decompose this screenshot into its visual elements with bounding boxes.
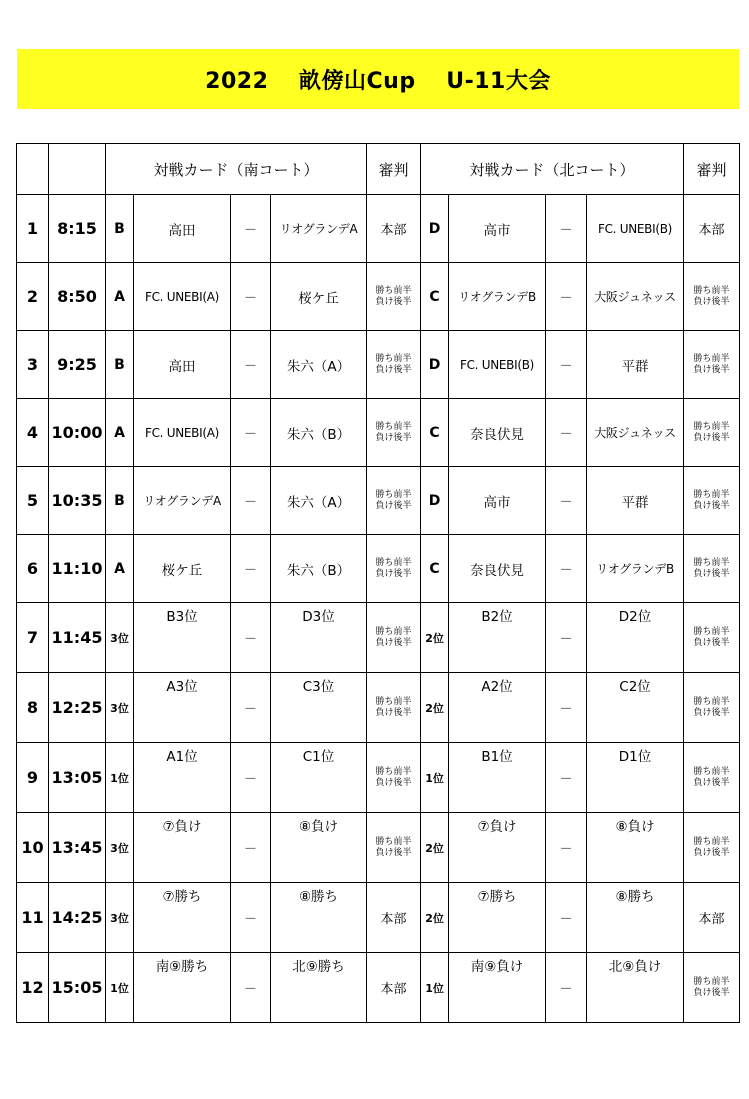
n-team-1: FC. UNEBI(B) (449, 331, 546, 399)
n-group: 1位 (421, 743, 449, 813)
referee-line-2: 負け後半 (375, 432, 412, 443)
table-row (17, 953, 740, 1023)
s-team-2: 北⑨勝ち (271, 953, 367, 1023)
s-team-1: リオグランデA (134, 467, 231, 535)
n-versus-dash: － (546, 813, 587, 883)
s-group: 1位 (106, 743, 134, 813)
s-group: A (106, 535, 134, 603)
referee-line-2: 負け後半 (693, 296, 730, 307)
s-versus-dash: － (231, 467, 271, 535)
s-referee: 本部 (367, 883, 421, 953)
s-versus-dash: － (231, 673, 271, 743)
s-team-1: ⑦勝ち (134, 883, 231, 953)
referee-line-1: 勝ち前半 (375, 626, 412, 637)
s-referee (367, 673, 421, 743)
s-team-2: C1位 (271, 743, 367, 813)
s-group: 3位 (106, 813, 134, 883)
n-group: D (421, 195, 449, 263)
n-versus-dash: － (546, 331, 587, 399)
s-team-2: C3位 (271, 673, 367, 743)
header-north-court: 対戦カード（北コート） (421, 144, 684, 195)
n-team-1: B2位 (449, 603, 546, 673)
n-group: C (421, 399, 449, 467)
table-row (17, 331, 740, 399)
n-referee (684, 399, 740, 467)
title-banner (17, 49, 739, 109)
s-group: A (106, 263, 134, 331)
referee-line-1: 勝ち前半 (693, 836, 730, 847)
referee-line-2: 負け後半 (375, 777, 412, 788)
n-referee (684, 813, 740, 883)
s-versus-dash: － (231, 813, 271, 883)
n-group: C (421, 535, 449, 603)
n-versus-dash: － (546, 535, 587, 603)
s-referee: 本部 (367, 195, 421, 263)
n-team-2: FC. UNEBI(B) (587, 195, 684, 263)
s-team-2: 桜ケ丘 (271, 263, 367, 331)
match-number: 5 (17, 467, 49, 535)
n-versus-dash: － (546, 195, 587, 263)
referee-line-2: 負け後半 (693, 777, 730, 788)
n-versus-dash: － (546, 743, 587, 813)
n-referee (684, 673, 740, 743)
n-team-2: D1位 (587, 743, 684, 813)
s-referee (367, 535, 421, 603)
referee-line-1: 勝ち前半 (693, 626, 730, 637)
referee-line-2: 負け後半 (693, 707, 730, 718)
n-group: D (421, 467, 449, 535)
referee-line-2: 負け後半 (693, 987, 730, 998)
n-referee (684, 743, 740, 813)
referee-line-1: 勝ち前半 (693, 557, 730, 568)
match-time: 10:35 (49, 467, 106, 535)
referee-line-2: 負け後半 (375, 637, 412, 648)
referee-line-1: 勝ち前半 (693, 976, 730, 987)
referee-line-1: 勝ち前半 (693, 421, 730, 432)
referee-line-2: 負け後半 (375, 707, 412, 718)
n-team-1: 南⑨負け (449, 953, 546, 1023)
n-team-1: 高市 (449, 195, 546, 263)
s-team-1: 高田 (134, 331, 231, 399)
s-referee (367, 603, 421, 673)
match-time: 12:25 (49, 673, 106, 743)
referee-line-1: 勝ち前半 (375, 489, 412, 500)
match-time: 13:45 (49, 813, 106, 883)
s-group: B (106, 195, 134, 263)
table-row (17, 813, 740, 883)
match-number: 8 (17, 673, 49, 743)
match-time: 9:25 (49, 331, 106, 399)
match-number: 10 (17, 813, 49, 883)
referee-line-2: 負け後半 (375, 296, 412, 307)
s-team-2: ⑧負け (271, 813, 367, 883)
n-versus-dash: － (546, 399, 587, 467)
s-team-1: ⑦負け (134, 813, 231, 883)
n-referee (684, 953, 740, 1023)
n-group: D (421, 331, 449, 399)
table-row (17, 603, 740, 673)
n-versus-dash: － (546, 603, 587, 673)
n-team-2: C2位 (587, 673, 684, 743)
s-referee (367, 263, 421, 331)
table-row (17, 263, 740, 331)
header-row (17, 144, 740, 195)
referee-line-1: 勝ち前半 (375, 421, 412, 432)
s-team-2: D3位 (271, 603, 367, 673)
s-versus-dash: － (231, 331, 271, 399)
s-group: B (106, 331, 134, 399)
s-team-2: リオグランデA (271, 195, 367, 263)
s-group: B (106, 467, 134, 535)
referee-line-2: 負け後半 (693, 568, 730, 579)
s-team-2: 朱六（A） (271, 331, 367, 399)
match-number: 6 (17, 535, 49, 603)
s-versus-dash: － (231, 535, 271, 603)
referee-line-2: 負け後半 (375, 847, 412, 858)
page-title: 2022 畝傍山Cup U-11大会 (205, 68, 551, 94)
table-row (17, 195, 740, 263)
n-team-2: ⑧勝ち (587, 883, 684, 953)
s-referee (367, 399, 421, 467)
match-number: 1 (17, 195, 49, 263)
referee-line-1: 勝ち前半 (693, 766, 730, 777)
n-referee (684, 603, 740, 673)
match-time: 11:10 (49, 535, 106, 603)
s-team-1: 桜ケ丘 (134, 535, 231, 603)
header-south-court: 対戦カード（南コート） (106, 144, 367, 195)
header-referee-south: 審判 (367, 144, 421, 195)
table-row (17, 883, 740, 953)
referee-line-2: 負け後半 (693, 500, 730, 511)
n-versus-dash: － (546, 953, 587, 1023)
s-team-1: 南⑨勝ち (134, 953, 231, 1023)
n-team-2: 北⑨負け (587, 953, 684, 1023)
s-referee (367, 467, 421, 535)
n-referee (684, 263, 740, 331)
header-blank-time (49, 144, 106, 195)
n-team-2: 大阪ジュネッス (587, 263, 684, 331)
n-referee: 本部 (684, 195, 740, 263)
match-number: 7 (17, 603, 49, 673)
table-row (17, 743, 740, 813)
s-group: 1位 (106, 953, 134, 1023)
s-team-1: A1位 (134, 743, 231, 813)
n-versus-dash: － (546, 673, 587, 743)
referee-line-2: 負け後半 (375, 364, 412, 375)
s-team-1: FC. UNEBI(A) (134, 263, 231, 331)
match-number: 4 (17, 399, 49, 467)
n-group: 2位 (421, 813, 449, 883)
s-referee (367, 331, 421, 399)
s-group: 3位 (106, 673, 134, 743)
referee-line-1: 勝ち前半 (375, 696, 412, 707)
s-team-2: 朱六（A） (271, 467, 367, 535)
match-time: 8:50 (49, 263, 106, 331)
n-versus-dash: － (546, 467, 587, 535)
s-versus-dash: － (231, 195, 271, 263)
n-team-2: 平群 (587, 467, 684, 535)
s-referee (367, 743, 421, 813)
referee-line-1: 勝ち前半 (375, 557, 412, 568)
n-team-1: ⑦負け (449, 813, 546, 883)
referee-line-2: 負け後半 (693, 637, 730, 648)
n-group: 1位 (421, 953, 449, 1023)
s-team-2: 朱六（B） (271, 399, 367, 467)
s-referee: 本部 (367, 953, 421, 1023)
header-referee-north: 審判 (684, 144, 740, 195)
s-team-2: ⑧勝ち (271, 883, 367, 953)
referee-line-1: 勝ち前半 (693, 696, 730, 707)
referee-line-1: 勝ち前半 (375, 836, 412, 847)
n-team-1: 奈良伏見 (449, 535, 546, 603)
s-versus-dash: － (231, 743, 271, 813)
n-team-2: D2位 (587, 603, 684, 673)
n-team-2: 大阪ジュネッス (587, 399, 684, 467)
referee-line-1: 勝ち前半 (375, 353, 412, 364)
referee-line-2: 負け後半 (693, 432, 730, 443)
s-versus-dash: － (231, 883, 271, 953)
n-group: C (421, 263, 449, 331)
s-group: 3位 (106, 883, 134, 953)
referee-line-1: 勝ち前半 (693, 353, 730, 364)
s-team-2: 朱六（B） (271, 535, 367, 603)
match-number: 2 (17, 263, 49, 331)
table-row (17, 399, 740, 467)
n-team-2: リオグランデB (587, 535, 684, 603)
n-referee (684, 467, 740, 535)
referee-line-1: 勝ち前半 (693, 489, 730, 500)
match-time: 10:00 (49, 399, 106, 467)
s-team-1: FC. UNEBI(A) (134, 399, 231, 467)
referee-line-1: 勝ち前半 (693, 285, 730, 296)
referee-line-2: 負け後半 (693, 364, 730, 375)
s-versus-dash: － (231, 263, 271, 331)
referee-line-2: 負け後半 (693, 847, 730, 858)
n-referee (684, 535, 740, 603)
match-time: 15:05 (49, 953, 106, 1023)
n-team-1: A2位 (449, 673, 546, 743)
s-referee (367, 813, 421, 883)
s-team-1: B3位 (134, 603, 231, 673)
s-versus-dash: － (231, 603, 271, 673)
n-group: 2位 (421, 673, 449, 743)
referee-line-1: 勝ち前半 (375, 766, 412, 777)
match-number: 9 (17, 743, 49, 813)
match-time: 8:15 (49, 195, 106, 263)
n-team-2: 平群 (587, 331, 684, 399)
n-team-1: 奈良伏見 (449, 399, 546, 467)
match-number: 3 (17, 331, 49, 399)
n-team-1: B1位 (449, 743, 546, 813)
n-referee: 本部 (684, 883, 740, 953)
n-team-2: ⑧負け (587, 813, 684, 883)
s-team-1: 高田 (134, 195, 231, 263)
n-group: 2位 (421, 883, 449, 953)
table-row (17, 467, 740, 535)
referee-line-2: 負け後半 (375, 500, 412, 511)
table-row (17, 535, 740, 603)
n-referee (684, 331, 740, 399)
n-team-1: リオグランデB (449, 263, 546, 331)
s-group: 3位 (106, 603, 134, 673)
s-versus-dash: － (231, 953, 271, 1023)
header-blank-no (17, 144, 49, 195)
table-row (17, 673, 740, 743)
schedule-table (16, 143, 740, 1023)
match-time: 14:25 (49, 883, 106, 953)
n-group: 2位 (421, 603, 449, 673)
match-number: 11 (17, 883, 49, 953)
s-team-1: A3位 (134, 673, 231, 743)
n-team-1: ⑦勝ち (449, 883, 546, 953)
match-time: 11:45 (49, 603, 106, 673)
s-group: A (106, 399, 134, 467)
n-versus-dash: － (546, 883, 587, 953)
referee-line-2: 負け後半 (375, 568, 412, 579)
n-team-1: 高市 (449, 467, 546, 535)
match-number: 12 (17, 953, 49, 1023)
referee-line-1: 勝ち前半 (375, 285, 412, 296)
match-time: 13:05 (49, 743, 106, 813)
s-versus-dash: － (231, 399, 271, 467)
n-versus-dash: － (546, 263, 587, 331)
